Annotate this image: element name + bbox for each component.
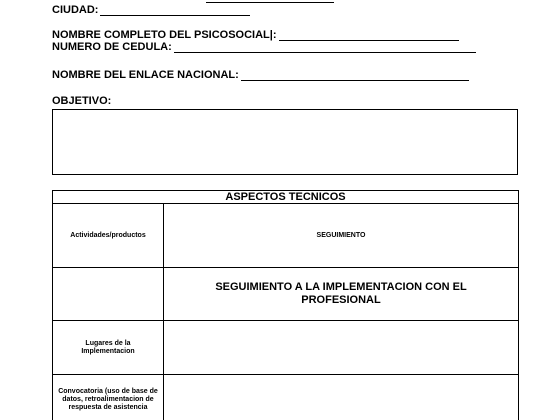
enlace-nacional-line[interactable]: [241, 70, 469, 81]
objetivo-box[interactable]: [52, 109, 518, 175]
numero-cedula-label: NUMERO DE CEDULA:: [52, 41, 172, 53]
table-row: [53, 268, 519, 321]
ciudad-label: CIUDAD:: [52, 4, 99, 16]
seguimiento-label: SEGUIMIENTO: [316, 231, 366, 239]
ciudad-line[interactable]: [100, 5, 250, 16]
numero-cedula-row: [52, 41, 476, 53]
table-title-row: [53, 191, 519, 204]
objetivo-label: OBJETIVO:: [52, 95, 112, 107]
nombre-psicosocial-label: NOMBRE COMPLETO DEL PSICOSOCIAL|:: [52, 29, 277, 41]
empty-left-cell[interactable]: [53, 268, 164, 321]
table-row: [53, 204, 519, 268]
aspectos-tecnicos-table: [52, 190, 519, 420]
top-underline: [206, 2, 334, 3]
enlace-nacional-label: NOMBRE DEL ENLACE NACIONAL:: [52, 69, 239, 81]
seguimiento-implementacion-label: SEGUIMIENTO A LA IMPLEMENTACION CON EL PROFESIONAL: [215, 281, 467, 306]
seguimiento-cell[interactable]: [164, 204, 519, 268]
lugares-cell[interactable]: [53, 321, 164, 375]
actividades-label: Actividades/productos: [70, 231, 146, 239]
lugares-value-cell[interactable]: [164, 321, 519, 375]
ciudad-row: [52, 4, 250, 16]
numero-cedula-line[interactable]: [174, 42, 476, 53]
nombre-psicosocial-row: [52, 29, 459, 41]
table-title: ASPECTOS TECNICOS: [53, 191, 519, 204]
convocatoria-cell[interactable]: [53, 375, 164, 420]
enlace-nacional-row: [52, 69, 469, 81]
table-row: [53, 375, 519, 420]
table-row: [53, 321, 519, 375]
seguimiento-implementacion-cell[interactable]: [164, 268, 519, 321]
convocatoria-label: Convocatoria (uso de base de datos, retroalimentacion de respuesta de asistencia: [58, 387, 158, 411]
actividades-cell[interactable]: [53, 204, 164, 268]
nombre-psicosocial-line[interactable]: [279, 30, 459, 41]
lugares-label: Lugares de la Implementacion: [81, 339, 135, 355]
objetivo-row: [52, 95, 111, 107]
convocatoria-value-cell[interactable]: [164, 375, 519, 420]
